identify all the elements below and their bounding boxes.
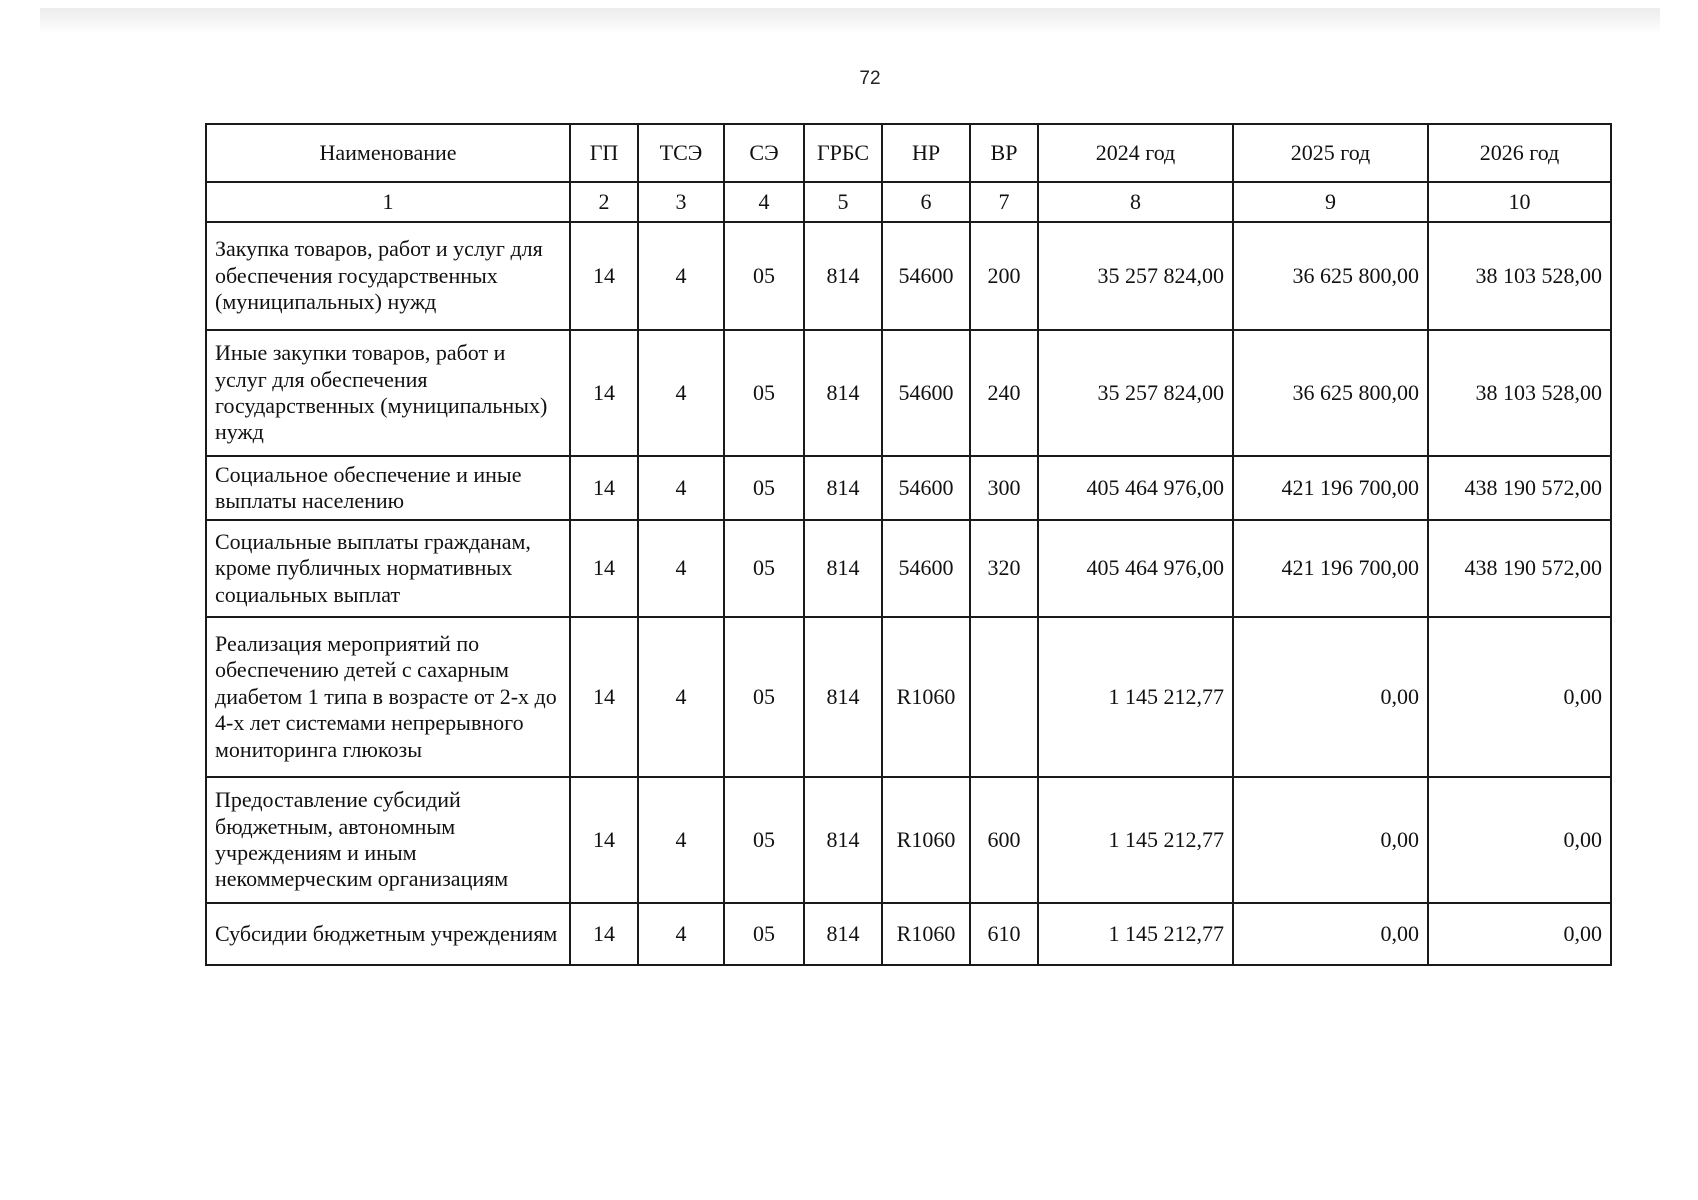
row-tse: 4: [638, 617, 724, 777]
row-grbs: 814: [804, 777, 882, 903]
row-grbs: 814: [804, 903, 882, 965]
page-number: 72: [859, 68, 881, 89]
header-2024: 2024 год: [1038, 124, 1233, 182]
row-gp: 14: [570, 520, 638, 617]
table-row: [206, 520, 1611, 617]
row-amount-2025: 36 625 800,00: [1233, 330, 1428, 456]
row-amount-2025: 0,00: [1233, 903, 1428, 965]
row-nr: R1060: [882, 903, 970, 965]
row-amount-2024: 405 464 976,00: [1038, 520, 1233, 617]
column-number: 10: [1428, 182, 1611, 222]
row-vr: 320: [970, 520, 1038, 617]
row-amount-2025: 421 196 700,00: [1233, 456, 1428, 520]
column-number: 9: [1233, 182, 1428, 222]
row-amount-2024: 1 145 212,77: [1038, 903, 1233, 965]
column-number: 5: [804, 182, 882, 222]
column-number: 3: [638, 182, 724, 222]
row-grbs: 814: [804, 330, 882, 456]
table-row: [206, 456, 1611, 520]
table-row: [206, 222, 1611, 330]
row-se: 05: [724, 617, 804, 777]
row-nr: R1060: [882, 777, 970, 903]
row-se: 05: [724, 330, 804, 456]
table-row: [206, 777, 1611, 903]
row-gp: 14: [570, 617, 638, 777]
row-grbs: 814: [804, 456, 882, 520]
row-se: 05: [724, 520, 804, 617]
header-tse: ТСЭ: [638, 124, 724, 182]
row-nr: 54600: [882, 222, 970, 330]
row-name: Социальное обеспечение и иные выплаты населению: [206, 456, 570, 520]
row-name: Иные закупки товаров, работ и услуг для обеспечения государственных (муниципальных) нужд: [206, 330, 570, 456]
table-row: [206, 903, 1611, 965]
row-vr: 300: [970, 456, 1038, 520]
row-amount-2026: 38 103 528,00: [1428, 330, 1611, 456]
column-number: 8: [1038, 182, 1233, 222]
row-amount-2024: 35 257 824,00: [1038, 330, 1233, 456]
row-se: 05: [724, 903, 804, 965]
header-grbs: ГРБС: [804, 124, 882, 182]
row-amount-2026: 38 103 528,00: [1428, 222, 1611, 330]
row-amount-2025: 0,00: [1233, 777, 1428, 903]
row-amount-2026: 0,00: [1428, 777, 1611, 903]
row-amount-2026: 438 190 572,00: [1428, 456, 1611, 520]
header-2025: 2025 год: [1233, 124, 1428, 182]
row-tse: 4: [638, 456, 724, 520]
row-nr: R1060: [882, 617, 970, 777]
row-grbs: 814: [804, 520, 882, 617]
row-vr: 200: [970, 222, 1038, 330]
row-amount-2024: 1 145 212,77: [1038, 617, 1233, 777]
table-row: [206, 330, 1611, 456]
row-name: Предоставление субсидий бюджетным, автономным учреждениям и иным некоммерческим организациям: [206, 777, 570, 903]
row-name: Реализация мероприятий по обеспечению детей с сахарным диабетом 1 типа в возрасте от 2-х до 4-х лет системами непрерывного мониторинга глюкозы: [206, 617, 570, 777]
column-number: 7: [970, 182, 1038, 222]
column-number: 2: [570, 182, 638, 222]
header-2026: 2026 год: [1428, 124, 1611, 182]
row-name: Субсидии бюджетным учреждениям: [206, 903, 570, 965]
row-se: 05: [724, 777, 804, 903]
header-name: Наименование: [206, 124, 570, 182]
row-grbs: 814: [804, 222, 882, 330]
column-number-row: [206, 182, 1611, 222]
row-gp: 14: [570, 456, 638, 520]
header-vr: ВР: [970, 124, 1038, 182]
row-gp: 14: [570, 777, 638, 903]
row-nr: 54600: [882, 330, 970, 456]
row-tse: 4: [638, 777, 724, 903]
row-nr: 54600: [882, 456, 970, 520]
row-vr: 240: [970, 330, 1038, 456]
scan-edge-artifact: [40, 8, 1660, 34]
row-grbs: 814: [804, 617, 882, 777]
row-tse: 4: [638, 520, 724, 617]
table-row: [206, 617, 1611, 777]
row-gp: 14: [570, 222, 638, 330]
row-name: Закупка товаров, работ и услуг для обеспечения государственных (муниципальных) нужд: [206, 222, 570, 330]
row-name: Социальные выплаты гражданам, кроме публичных нормативных социальных выплат: [206, 520, 570, 617]
row-tse: 4: [638, 903, 724, 965]
header-se: СЭ: [724, 124, 804, 182]
row-amount-2025: 0,00: [1233, 617, 1428, 777]
header-row: [206, 124, 1611, 182]
column-number: 4: [724, 182, 804, 222]
row-amount-2026: 438 190 572,00: [1428, 520, 1611, 617]
row-amount-2024: 1 145 212,77: [1038, 777, 1233, 903]
row-nr: 54600: [882, 520, 970, 617]
row-vr: [970, 617, 1038, 777]
column-number: 6: [882, 182, 970, 222]
row-amount-2024: 35 257 824,00: [1038, 222, 1233, 330]
row-amount-2026: 0,00: [1428, 903, 1611, 965]
row-amount-2024: 405 464 976,00: [1038, 456, 1233, 520]
budget-table: [205, 123, 1612, 966]
row-se: 05: [724, 456, 804, 520]
row-se: 05: [724, 222, 804, 330]
row-vr: 600: [970, 777, 1038, 903]
header-gp: ГП: [570, 124, 638, 182]
header-nr: НР: [882, 124, 970, 182]
row-tse: 4: [638, 222, 724, 330]
column-number: 1: [206, 182, 570, 222]
row-amount-2026: 0,00: [1428, 617, 1611, 777]
row-gp: 14: [570, 330, 638, 456]
row-amount-2025: 421 196 700,00: [1233, 520, 1428, 617]
row-amount-2025: 36 625 800,00: [1233, 222, 1428, 330]
row-tse: 4: [638, 330, 724, 456]
row-gp: 14: [570, 903, 638, 965]
row-vr: 610: [970, 903, 1038, 965]
